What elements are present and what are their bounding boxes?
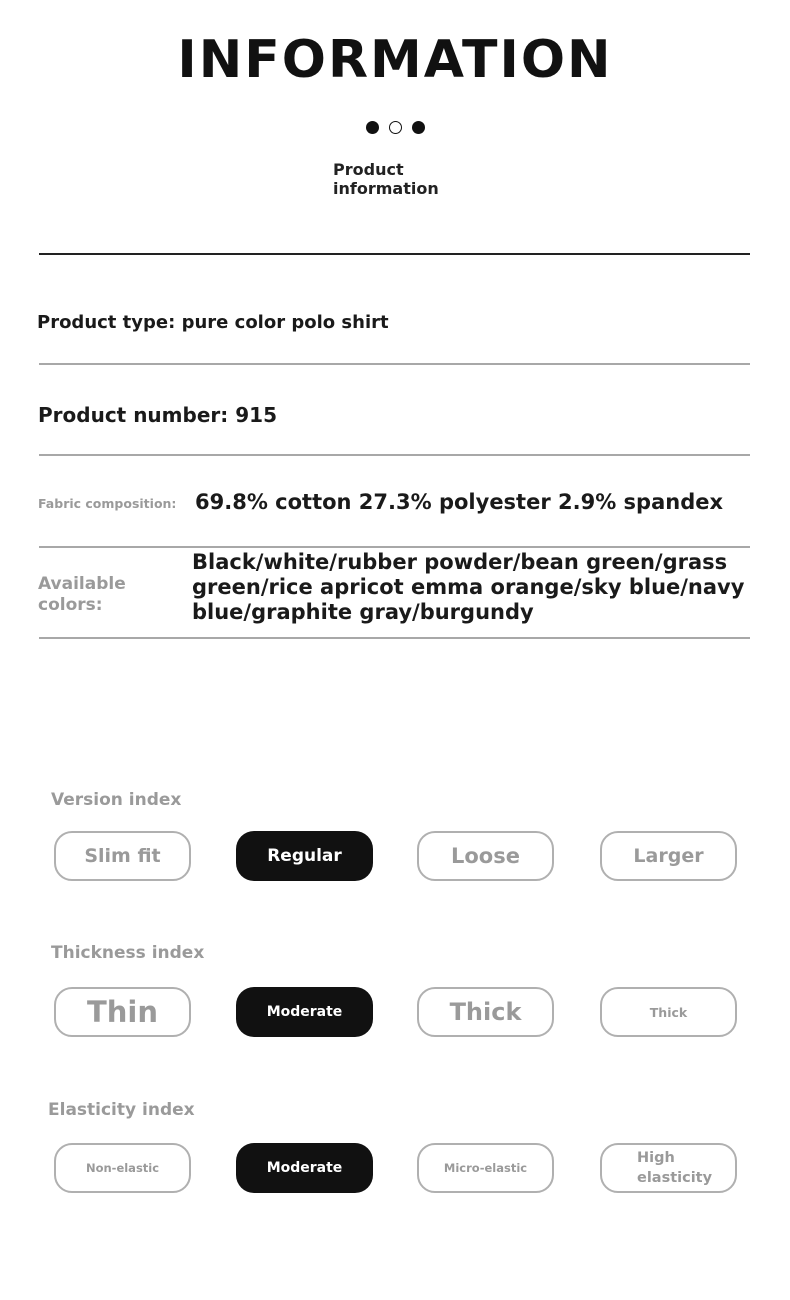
filled-dot-icon [412,121,425,134]
high-elasticity-line: High [637,1150,675,1166]
divider [39,363,750,365]
elasticity-option-high-elasticity [600,1143,737,1193]
product-number-label: Product number: [38,403,229,427]
hollow-dot-icon [389,121,402,134]
thickness-option-thick-alt: Thick [600,987,737,1037]
colors-line: Black/white/rubber powder/bean green/grass [192,550,728,574]
product-number-row [38,403,277,427]
colors-value [192,550,744,625]
colors-line: green/rice apricot emma orange/sky blue/navy [192,575,745,599]
thickness-option-thin: Thin [54,987,191,1037]
product-type-row [37,312,389,333]
version-option-loose: Loose [417,831,554,881]
colors-line: blue/graphite gray/burgundy [192,600,534,624]
high-elasticity-line: elasticity [637,1170,713,1186]
thickness-option-moderate: Moderate [236,987,373,1037]
thickness-index-label: Thickness index [51,943,205,963]
divider [39,546,750,548]
elasticity-option-non-elastic: Non-elastic [54,1143,191,1193]
version-option-larger: Larger [600,831,737,881]
colors-label-line: colors: [38,595,103,615]
divider [39,253,750,255]
version-option-regular: Regular [236,831,373,881]
elasticity-option-moderate: Moderate [236,1143,373,1193]
subtitle-line: information [333,179,439,198]
divider [39,454,750,456]
fabric-label: Fabric composition: [38,496,177,511]
version-index-label: Version index [51,790,182,810]
product-type-label: Product type: [37,312,176,333]
section-subtitle [333,160,439,198]
product-number-value: 915 [235,403,277,427]
colors-label [38,574,126,616]
fabric-value: 69.8% cotton 27.3% polyester 2.9% spandex [195,490,724,514]
elasticity-index-label: Elasticity index [48,1100,195,1120]
divider [39,637,750,639]
page-title: INFORMATION [177,30,613,90]
version-option-slim-fit: Slim fit [54,831,191,881]
subtitle-line: Product [333,160,404,179]
elasticity-option-micro-elastic: Micro-elastic [417,1143,554,1193]
thickness-option-thick: Thick [417,987,554,1037]
product-type-value: pure color polo shirt [181,312,389,333]
filled-dot-icon [366,121,379,134]
colors-label-line: Available [38,574,126,594]
